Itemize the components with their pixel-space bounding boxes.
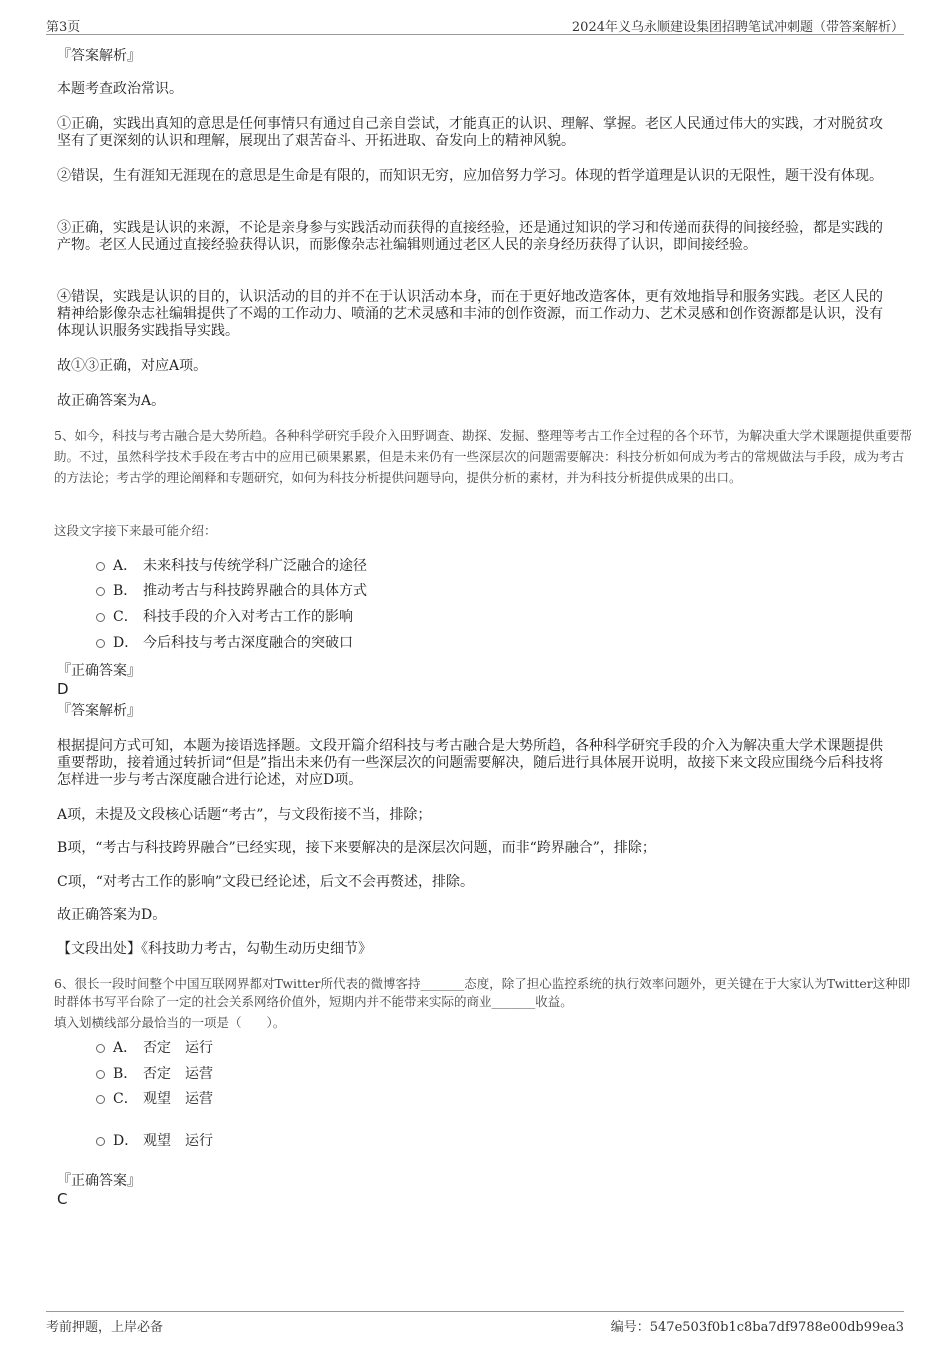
- radio-icon[interactable]: [96, 1070, 105, 1079]
- q6-option-c[interactable]: C． 观望 运营: [96, 1090, 213, 1108]
- q4-analysis-p6: 故①③正确，对应A项。: [57, 358, 208, 374]
- q5-option-b[interactable]: B． 推动考古与科技跨界融合的具体方式: [96, 582, 367, 600]
- q4-analysis-p3: ②错误，生有涯知无涯现在的意思是生命是有限的，而知识无穷，应加倍努力学习。体现的哲学道理是认识的无限性，题干没有体现。: [57, 168, 883, 184]
- q5-stem: 5、如今，科技与考古融合是大势所趋。各种科学研究手段介入田野调查、勘探、发掘、整理等考古工作全过程的各个环节，为解决重大学术课题提供重要帮助。不过，虽然科学技术手段在考古中的应用已硕果累累，但是未来仍有一些深层次的问题需要解决：科技分析如何成为考古的常规做法与手段，成为考古的方法论；考古学的理论阐释和专题研究，如何为科技分析提供问题导向，提供分析的素材，并为科技分析提供成果的出口。: [54, 428, 912, 485]
- q6-option-a[interactable]: A． 否定 运行: [96, 1039, 213, 1057]
- q5-source: 【文段出处】《科技助力考古，勾勒生动历史细节》: [57, 941, 372, 957]
- q5-analysis-p2: A项，未提及文段核心话题“考古”，与文段衔接不当，排除；: [57, 807, 432, 823]
- q5-answer: D: [57, 680, 69, 698]
- q6-answer-label: 『正确答案』: [57, 1173, 141, 1189]
- q6-option-d[interactable]: D． 观望 运行: [96, 1132, 213, 1150]
- q4-analysis-p7: 故正确答案为A。: [57, 393, 166, 409]
- q6-question: 填入划横线部分最恰当的一项是（ ）。: [54, 1015, 286, 1030]
- q5-analysis-p1: 根据提问方式可知，本题为接语选择题。文段开篇介绍科技与考古融合是大势所趋，各种科学研究手段的介入为解决重大学术课题提供重要帮助，接着通过转折词“但是”指出未来仍有一些深层次的问题需要解决，随后进行具体展开说明，故接下来文段应围绕今后科技将怎样进一步与考古深度融合进行论述，对应D项。: [57, 738, 884, 788]
- radio-icon[interactable]: [96, 587, 105, 596]
- radio-icon[interactable]: [96, 562, 105, 571]
- q6-stem: 6、很长一段时间整个中国互联网界都对Twitter所代表的微博客持_______态度，除了担心监控系统的执行效率问题外，更关键在于大家认为Twitter这种即时群体书写平台除了一定的社会关系网络价值外，短期内并不能带来实际的商业_______收益。: [54, 976, 911, 1009]
- footer-slogan: 考前押题，上岸必备: [46, 1320, 164, 1335]
- radio-icon[interactable]: [96, 1137, 105, 1146]
- q4-analysis-label: 『答案解析』: [57, 48, 141, 64]
- q5-option-a[interactable]: A． 未来科技与传统学科广泛融合的途径: [96, 557, 367, 575]
- q5-question: 这段文字接下来最可能介绍：: [54, 523, 217, 538]
- q5-option-c[interactable]: C． 科技手段的介入对考古工作的影响: [96, 608, 353, 626]
- q4-analysis-p1: 本题考查政治常识。: [57, 81, 183, 97]
- q4-analysis-p4: ③正确，实践是认识的来源，不论是亲身参与实践活动而获得的直接经验，还是通过知识的学习和传递而获得的间接经验，都是实践的产物。老区人民通过直接经验获得认识，而影像杂志社编辑则通过老区人民的亲身经历获得了认识，即间接经验。: [57, 220, 883, 253]
- radio-icon[interactable]: [96, 1095, 105, 1104]
- q5-analysis-p5: 故正确答案为D。: [57, 907, 167, 923]
- q5-option-d[interactable]: D． 今后科技与考古深度融合的突破口: [96, 634, 353, 652]
- q5-analysis-label: 『答案解析』: [57, 703, 141, 719]
- footer-code: 编号：547e503f0b1c8ba7df9788e00db99ea3: [610, 1320, 904, 1335]
- q5-analysis-p3: B项，“考古与科技跨界融合”已经实现，接下来要解决的是深层次问题，而非“跨界融合”，排除；: [57, 840, 656, 856]
- q4-analysis-p2: ①正确，实践出真知的意思是任何事情只有通过自己亲自尝试，才能真正的认识、理解、掌握。老区人民通过伟大的实践，才对脱贫攻坚有了更深刻的认识和理解，展现出了艰苦奋斗、开拓进取、奋发向上的精神风貌。: [57, 116, 883, 149]
- q6-answer: C: [57, 1190, 68, 1208]
- radio-icon[interactable]: [96, 639, 105, 648]
- q6-option-b[interactable]: B． 否定 运营: [96, 1065, 213, 1083]
- document-title: 2024年义乌永顺建设集团招聘笔试冲刺题（带答案解析）: [571, 20, 904, 35]
- q4-analysis-p5: ④错误，实践是认识的目的，认识活动的目的并不在于认识活动本身，而在于更好地改造客体，更有效地指导和服务实践。老区人民的精神给影像杂志社编辑提供了不竭的工作动力、喷涌的艺术灵感和丰沛的创作资源，而工作动力、艺术灵感和创作资源都是认识，没有体现认识服务实践指导实践。: [57, 289, 883, 339]
- q5-answer-label: 『正确答案』: [57, 663, 141, 679]
- page-number: 第3页: [46, 20, 81, 35]
- radio-icon[interactable]: [96, 613, 105, 622]
- page-header: [46, 14, 904, 35]
- page-footer: [46, 1311, 904, 1334]
- radio-icon[interactable]: [96, 1044, 105, 1053]
- q5-analysis-p4: C项，“对考古工作的影响”文段已经论述，后文不会再赘述，排除。: [57, 874, 475, 890]
